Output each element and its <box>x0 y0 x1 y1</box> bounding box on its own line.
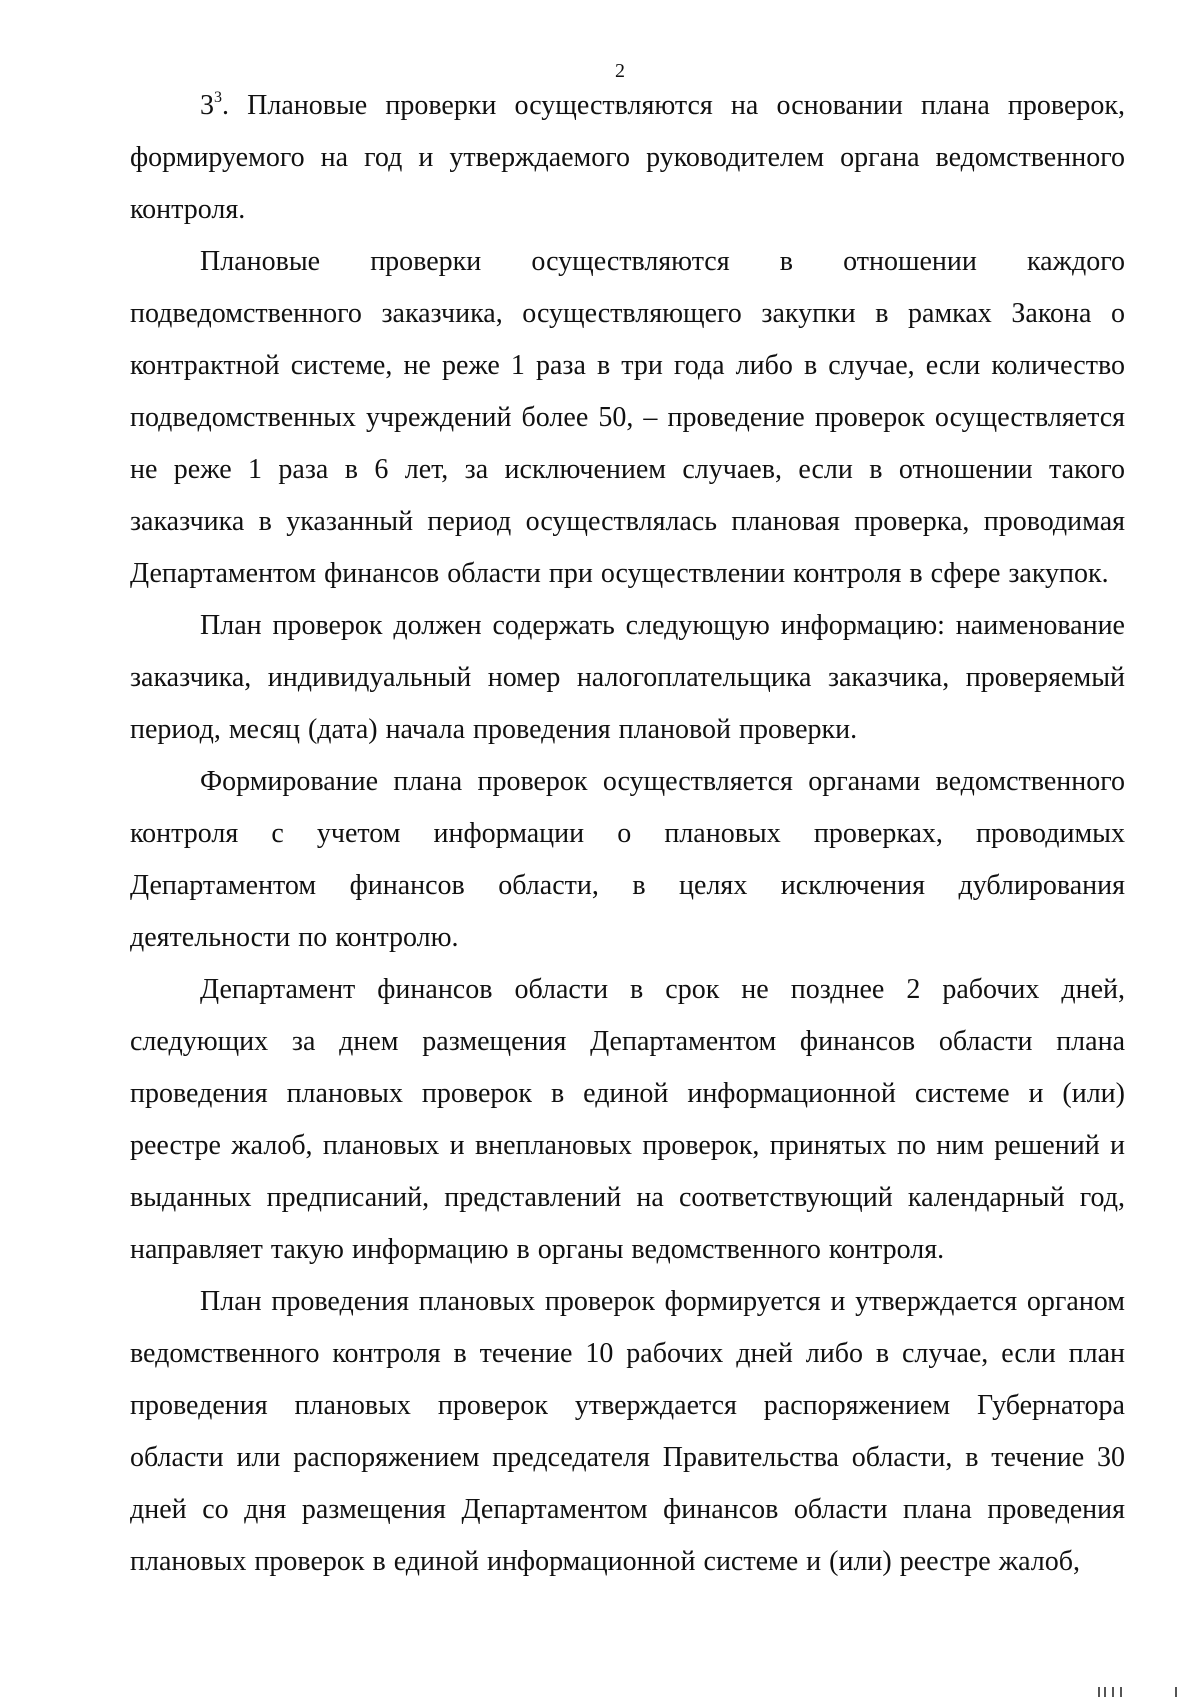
paragraph-3-3 <box>130 80 1125 236</box>
paragraph-text: . Плановые проверки осуществляются на основании плана проверок, формируемого на год и утверждаемого руководителем органа ведомственного контроля. <box>130 90 1125 225</box>
paragraph-number: 3 <box>200 90 214 121</box>
scan-edge-mark <box>1120 1687 1122 1697</box>
page-number: 2 <box>615 60 625 82</box>
scan-edge-mark <box>1175 1687 1177 1697</box>
scan-edge-mark <box>1104 1687 1106 1697</box>
paragraph-number-superscript: 3 <box>214 89 222 106</box>
paragraph-plan-contents: План проверок должен содержать следующую информацию: наименование заказчика, индивидуальный номер налогоплательщика заказчика, проверяемый период, месяц (дата) начала проведения плановой проверки. <box>130 610 1125 745</box>
paragraph-planned-inspections-frequency: Плановые проверки осуществляются в отношении каждого подведомственного заказчика, осуществляющего закупки в рамках Закона о контрактной системе, не реже 1 раза в три года либо в случае, если количество подведомственных учреждений более 50, – проведение проверок осуществляется не реже 1 раза в 6 лет, за исключением случаев, если в отношении такого заказчика в указанный период осуществлялась плановая проверка, проводимая Департаментом финансов области при осуществлении контроля в сфере закупок. <box>130 246 1125 589</box>
paragraph-plan-approval: План проведения плановых проверок формируется и утверждается органом ведомственного контроля в течение 10 рабочих дней либо в случае, если план проведения плановых проверок утверждается распоряжением Губернатора области или распоряжением председателя Правительства области, в течение 30 дней со дня размещения Департаментом финансов области плана проведения плановых проверок в единой информационной системе и (или) реестре жалоб, <box>130 1286 1125 1577</box>
paragraph-finance-department-notice: Департамент финансов области в срок не позднее 2 рабочих дней, следующих за днем размещения Департаментом финансов области плана проведения плановых проверок в единой информационной системе и (или) реестре жалоб, плановых и внеплановых проверок, принятых по ним решений и выданных предписаний, представлений на соответствующий календарный год, направляет такую информацию в органы ведомственного контроля. <box>130 974 1125 1265</box>
scan-edge-mark <box>1112 1687 1114 1697</box>
paragraph-plan-formation: Формирование плана проверок осуществляется органами ведомственного контроля с учетом информации о плановых проверках, проводимых Департаментом финансов области, в целях исключения дублирования деятельности по контролю. <box>130 766 1125 953</box>
document-body <box>130 80 1125 1588</box>
scan-edge-mark <box>1098 1687 1100 1697</box>
